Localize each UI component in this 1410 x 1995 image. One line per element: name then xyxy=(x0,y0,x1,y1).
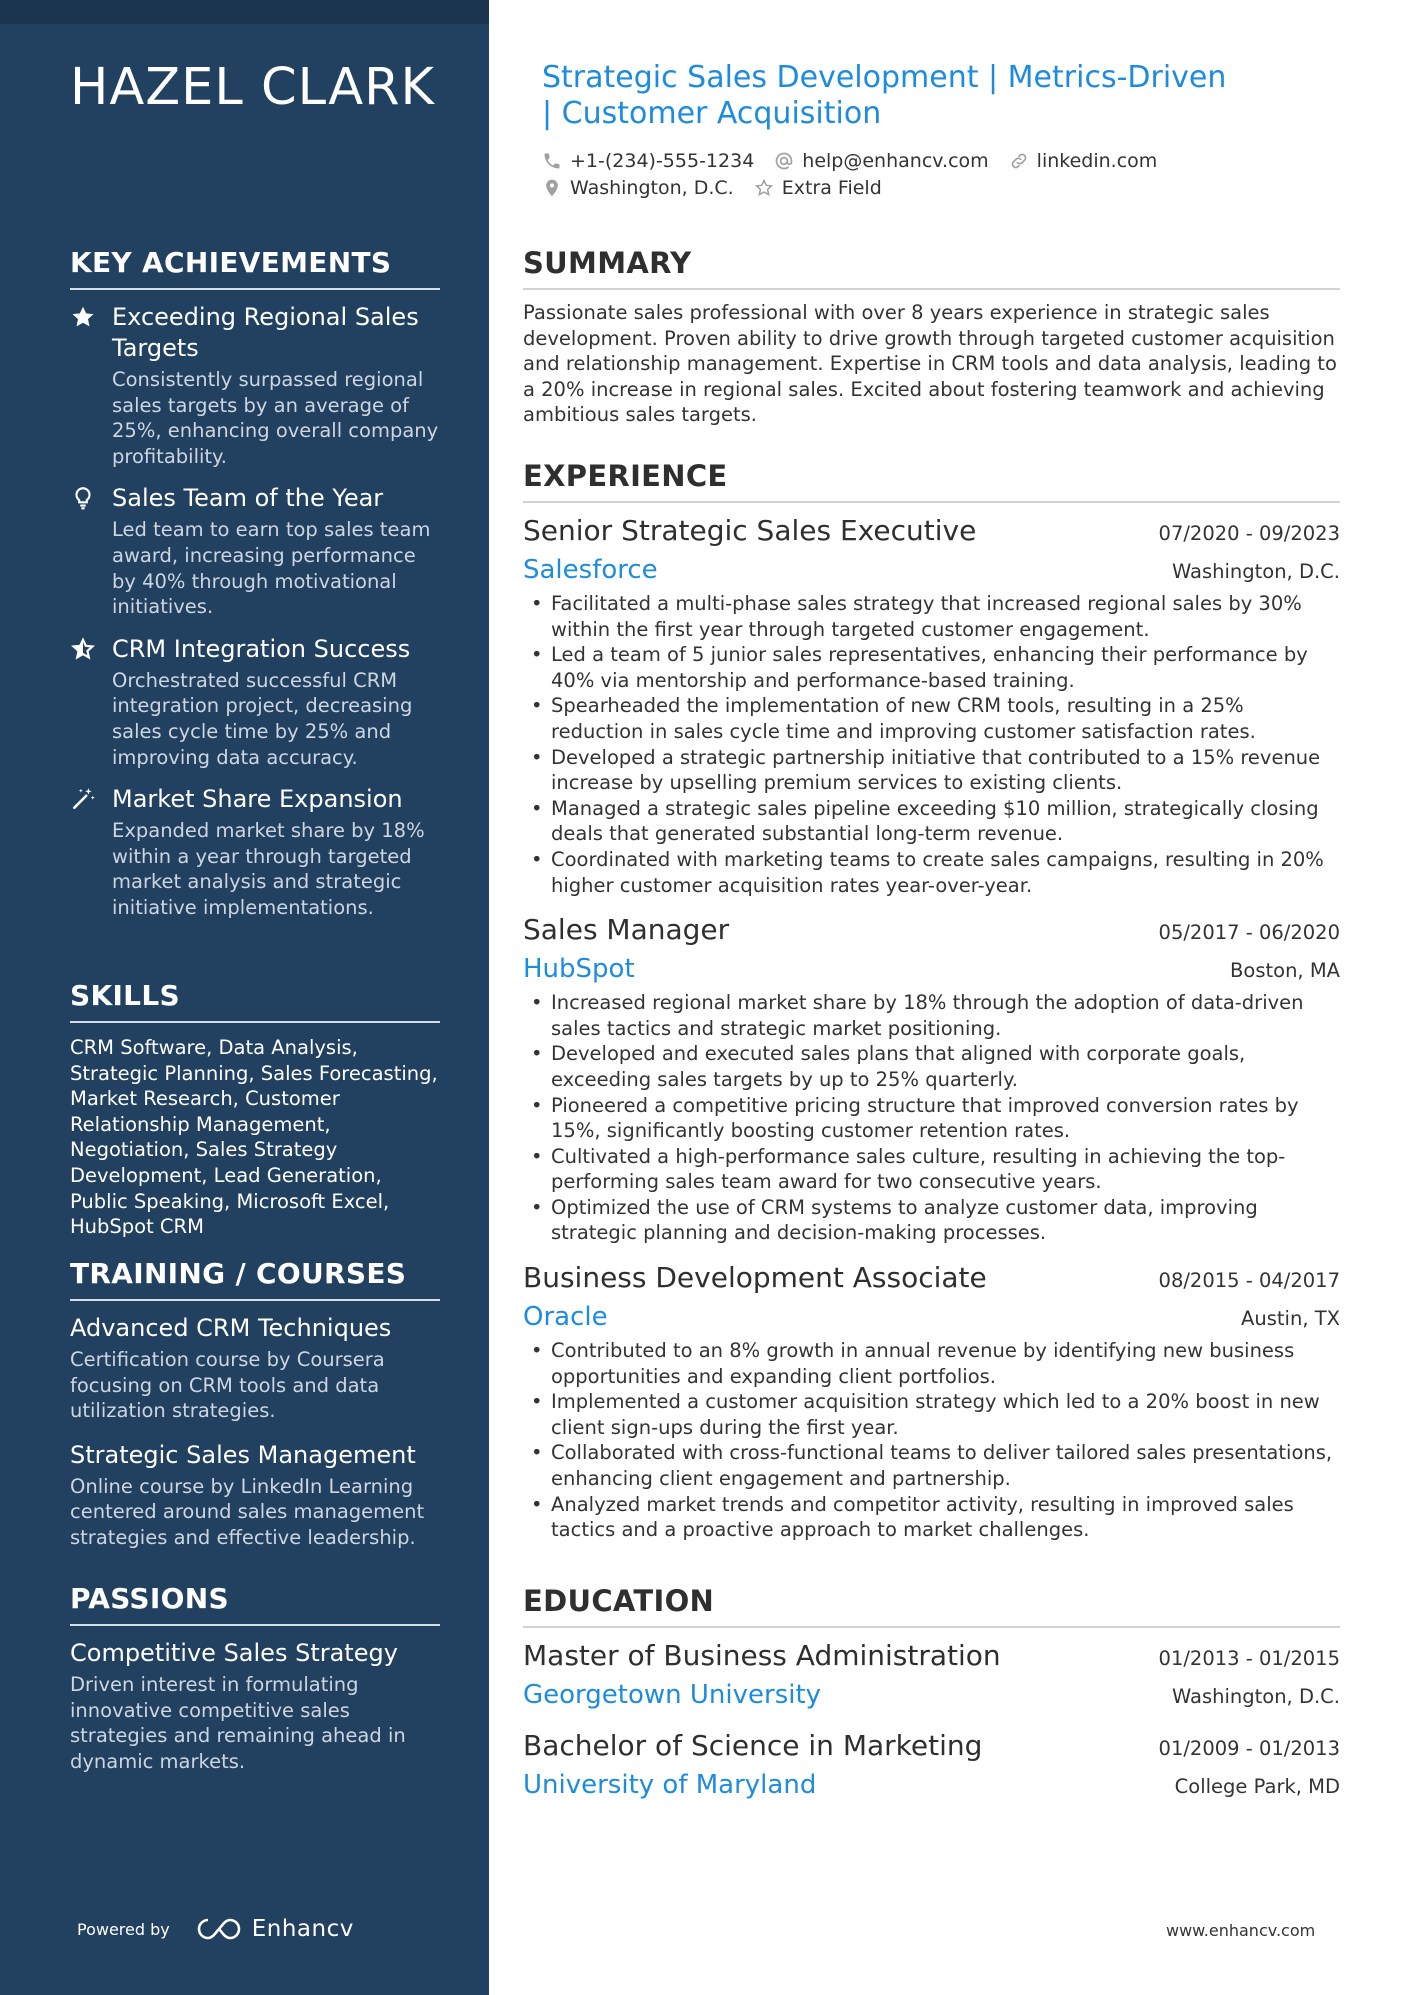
phone-icon xyxy=(542,151,562,171)
job-bullets xyxy=(523,591,1340,898)
course-description: Online course by LinkedIn Learning centered around sales management strategies and effective leadership. xyxy=(70,1474,425,1549)
training-title: TRAINING / COURSES xyxy=(70,1257,440,1301)
bullet-item: • Facilitated a multi-phase sales strategy that increased regional sales by 30% within the first year through targeted customer engagement. xyxy=(523,591,1340,642)
bullet-item: • Coordinated with marketing teams to create sales campaigns, resulting in 20% higher customer acquisition rates year-over-year. xyxy=(523,847,1340,898)
passion-description: Driven interest in formulating innovative competitive sales strategies and remaining ahead in dynamic markets. xyxy=(70,1673,406,1773)
company-name: HubSpot xyxy=(523,954,635,985)
course-item xyxy=(70,1313,440,1424)
course-description: Certification course by Coursera focusing on CRM tools and data utilization strategies. xyxy=(70,1348,385,1423)
experience-section xyxy=(523,459,1340,1557)
job-bullets xyxy=(523,990,1340,1246)
job-location: Boston, MA xyxy=(1230,959,1340,983)
powered-by-label: Powered by xyxy=(77,1919,170,1939)
footer-url[interactable]: www.enhancv.com xyxy=(1166,1921,1316,1940)
degree-title: Master of Business Administration xyxy=(523,1639,1001,1672)
achievement-title: Exceeding Regional Sales Targets xyxy=(112,303,419,362)
job-dates: 05/2017 - 06/2020 xyxy=(1158,921,1340,945)
sidebar-top-bar xyxy=(0,0,489,24)
skills-title: SKILLS xyxy=(70,979,440,1023)
linkedin-text: linkedin.com xyxy=(1036,150,1158,172)
bullet-item: • Managed a strategic sales pipeline exceeding $10 million, strategically closing deals that generated substantial long-term revenue. xyxy=(523,796,1340,847)
achievement-item xyxy=(70,302,440,469)
email-text: help@enhancv.com xyxy=(802,150,989,172)
company-name: Oracle xyxy=(523,1302,608,1333)
job-title: Senior Strategic Sales Executive xyxy=(523,514,977,547)
bullet-item: • Implemented a customer acquisition strategy which led to a 20% boost in new client sign-ups during the first year. xyxy=(523,1389,1340,1440)
contact-row-2 xyxy=(542,177,902,199)
powered-by xyxy=(77,1916,354,1942)
contact-extra xyxy=(754,177,882,199)
achievement-description: Orchestrated successful CRM integration project, decreasing sales cycle time by 25% and improving data accuracy. xyxy=(112,668,413,769)
experience-title: EXPERIENCE xyxy=(523,459,1340,503)
at-icon xyxy=(774,151,794,171)
enhancv-logo-icon xyxy=(196,1916,242,1942)
bullet-item: • Contributed to an 8% growth in annual revenue by identifying new business opportunities and expanding client portfolios. xyxy=(523,1338,1340,1389)
school-name: University of Maryland xyxy=(523,1770,817,1800)
bullet-item: • Increased regional market share by 18% through the adoption of data-driven sales tactics and strategic market positioning. xyxy=(523,990,1340,1041)
education-section xyxy=(523,1584,1340,1818)
job-title: Sales Manager xyxy=(523,913,730,947)
bullet-item: • Optimized the use of CRM systems to analyze customer data, improving strategic planning and decision-making processes. xyxy=(523,1195,1340,1246)
achievement-item xyxy=(70,634,440,770)
education-dates: 01/2009 - 01/2013 xyxy=(1158,1737,1340,1760)
location-text: Washington, D.C. xyxy=(570,177,734,199)
candidate-name: HAZEL CLARK xyxy=(70,58,435,117)
contact-email[interactable] xyxy=(774,150,988,172)
job-dates: 08/2015 - 04/2017 xyxy=(1158,1269,1340,1293)
company-name: Salesforce xyxy=(523,555,658,585)
degree-title: Bachelor of Science in Marketing xyxy=(523,1729,983,1762)
job-location: Austin, TX xyxy=(1241,1307,1340,1331)
lightbulb-icon xyxy=(70,485,96,511)
star-outline-icon xyxy=(754,178,774,198)
magic-wand-icon xyxy=(70,786,96,812)
contact-phone[interactable] xyxy=(542,150,754,172)
enhancv-brand: Enhancv xyxy=(251,1916,354,1942)
education-entry xyxy=(523,1728,1340,1802)
education-entry xyxy=(523,1638,1340,1712)
achievement-description: Consistently surpassed regional sales targets by an average of 25%, enhancing overall company profitability. xyxy=(112,368,439,468)
bullet-item: • Analyzed market trends and competitor activity, resulting in improved sales tactics and a proactive approach to market challenges. xyxy=(523,1492,1340,1543)
summary-title: SUMMARY xyxy=(523,246,1340,290)
contact-location xyxy=(542,177,734,199)
location-pin-icon xyxy=(542,178,562,198)
job-entry xyxy=(523,912,1340,1246)
star-icon xyxy=(70,304,96,330)
key-achievements-section xyxy=(70,246,440,935)
achievement-title: Market Share Expansion xyxy=(112,785,403,814)
course-title: Advanced CRM Techniques xyxy=(70,1314,392,1342)
achievement-item xyxy=(70,483,440,619)
passion-item xyxy=(70,1638,440,1774)
job-entry xyxy=(523,513,1340,898)
phone-text: +1-(234)-555-1234 xyxy=(570,150,755,172)
achievement-description: Led team to earn top sales team award, increasing performance by 40% through motivational initiatives. xyxy=(112,518,431,619)
bullet-item: • Spearheaded the implementation of new CRM tools, resulting in a 25% reduction in sales cycle time and improving customer satisfaction rates. xyxy=(523,693,1340,744)
school-location: Washington, D.C. xyxy=(1171,1685,1340,1708)
passion-title: Competitive Sales Strategy xyxy=(70,1639,398,1667)
achievement-item xyxy=(70,784,440,920)
bullet-item: • Cultivated a high-performance sales culture, resulting in achieving the top-performing sales team award for two consecutive years. xyxy=(523,1144,1340,1195)
contact-row xyxy=(542,150,1177,172)
education-dates: 01/2013 - 01/2015 xyxy=(1158,1647,1340,1670)
job-location: Washington, D.C. xyxy=(1171,560,1340,583)
bullet-item: • Pioneered a competitive pricing structure that improved conversion rates by 15%, significantly boosting customer retention rates. xyxy=(523,1093,1340,1144)
contact-linkedin[interactable] xyxy=(1009,150,1158,172)
passions-section xyxy=(70,1582,440,1790)
job-bullets xyxy=(523,1338,1340,1543)
school-name: Georgetown University xyxy=(523,1680,822,1710)
bullet-item: • Led a team of 5 junior sales representatives, enhancing their performance by 40% via mentorship and performance-based training. xyxy=(523,642,1340,693)
extra-field-text: Extra Field xyxy=(781,177,882,199)
job-entry xyxy=(523,1260,1340,1543)
bullet-item: • Collaborated with cross-functional teams to deliver tailored sales presentations, enhancing client engagement and partnership. xyxy=(523,1440,1340,1491)
job-title: Business Development Associate xyxy=(523,1261,987,1295)
training-section xyxy=(70,1257,440,1567)
achievement-description: Expanded market share by 18% within a year through targeted market analysis and strategic initiative implementations. xyxy=(112,819,425,919)
summary-text: Passionate sales professional with over 8 years experience in strategic sales development. Proven ability to drive growth through targeted customer acquisition and relationship management. Expertise in CRM tools and data analysis, leading to a 20% increase in regional sales. Excited about fostering teamwork and achieving ambitious sales targets. xyxy=(523,301,1337,427)
star-half-icon xyxy=(70,636,96,662)
bullet-item: • Developed and executed sales plans that aligned with corporate goals, exceeding sales targets by up to 25% quarterly. xyxy=(523,1041,1340,1092)
passions-title: PASSIONS xyxy=(70,1582,440,1626)
course-item xyxy=(70,1440,440,1551)
course-title: Strategic Sales Management xyxy=(70,1440,416,1469)
achievement-title: CRM Integration Success xyxy=(112,634,411,663)
skills-section xyxy=(70,979,440,1240)
job-dates: 07/2020 - 09/2023 xyxy=(1158,522,1340,545)
headline: Strategic Sales Development | Metrics-Driven | Customer Acquisition xyxy=(542,60,1227,131)
achievement-title: Sales Team of the Year xyxy=(112,484,384,513)
bullet-item: • Developed a strategic partnership initiative that contributed to a 15% revenue increase by upselling premium services to existing clients. xyxy=(523,745,1340,796)
link-icon xyxy=(1009,151,1029,171)
school-location: College Park, MD xyxy=(1174,1775,1340,1798)
education-title: EDUCATION xyxy=(523,1584,1340,1628)
summary-section xyxy=(523,246,1340,428)
key-achievements-title: KEY ACHIEVEMENTS xyxy=(70,246,440,290)
skills-list: CRM Software, Data Analysis, Strategic Planning, Sales Forecasting, Market Research, Customer Relationship Management, Negotiation, Sales Strategy Development, Lead Generation, Public Speaking, Microsoft Excel, HubSpot CRM xyxy=(70,1036,438,1239)
